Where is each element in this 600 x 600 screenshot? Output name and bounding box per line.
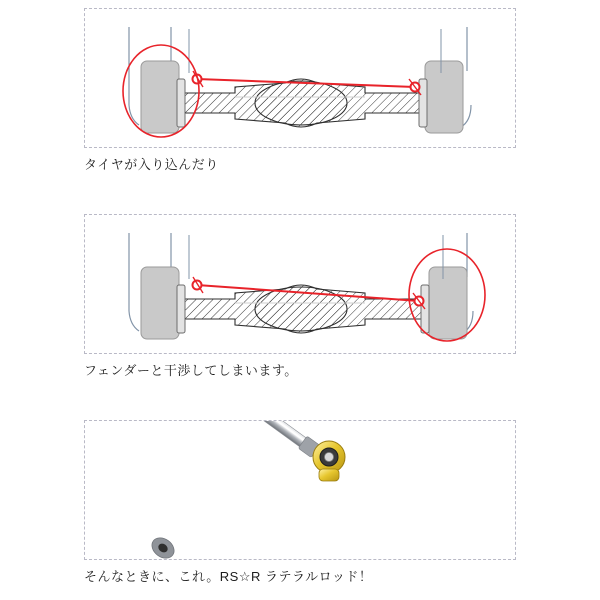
- caption-panel-1: タイヤが入り込んだり: [84, 157, 219, 172]
- axle-diagram-2-svg: [85, 215, 515, 353]
- rod-end-joint: [313, 441, 345, 481]
- tire-right: [429, 267, 467, 339]
- lateral-rod-shaft: [180, 421, 331, 466]
- caption-panel-2: フェンダーと干渉してしまいます。: [84, 363, 298, 378]
- product-photo-svg: [85, 421, 515, 559]
- tire-right: [425, 61, 463, 133]
- product-photo-lateral-rod: [84, 420, 516, 560]
- rod-bushing-end: [148, 534, 178, 561]
- axle-diagram-tire-inward: [84, 8, 516, 148]
- caption-panel-3: そんなときに、これ。RS☆R ラテラルロッド！: [84, 569, 373, 584]
- axle-diagram-1-svg: [85, 9, 515, 147]
- tire-left: [141, 61, 179, 133]
- axle-diagram-fender-interference: [84, 214, 516, 354]
- tire-left: [141, 267, 179, 339]
